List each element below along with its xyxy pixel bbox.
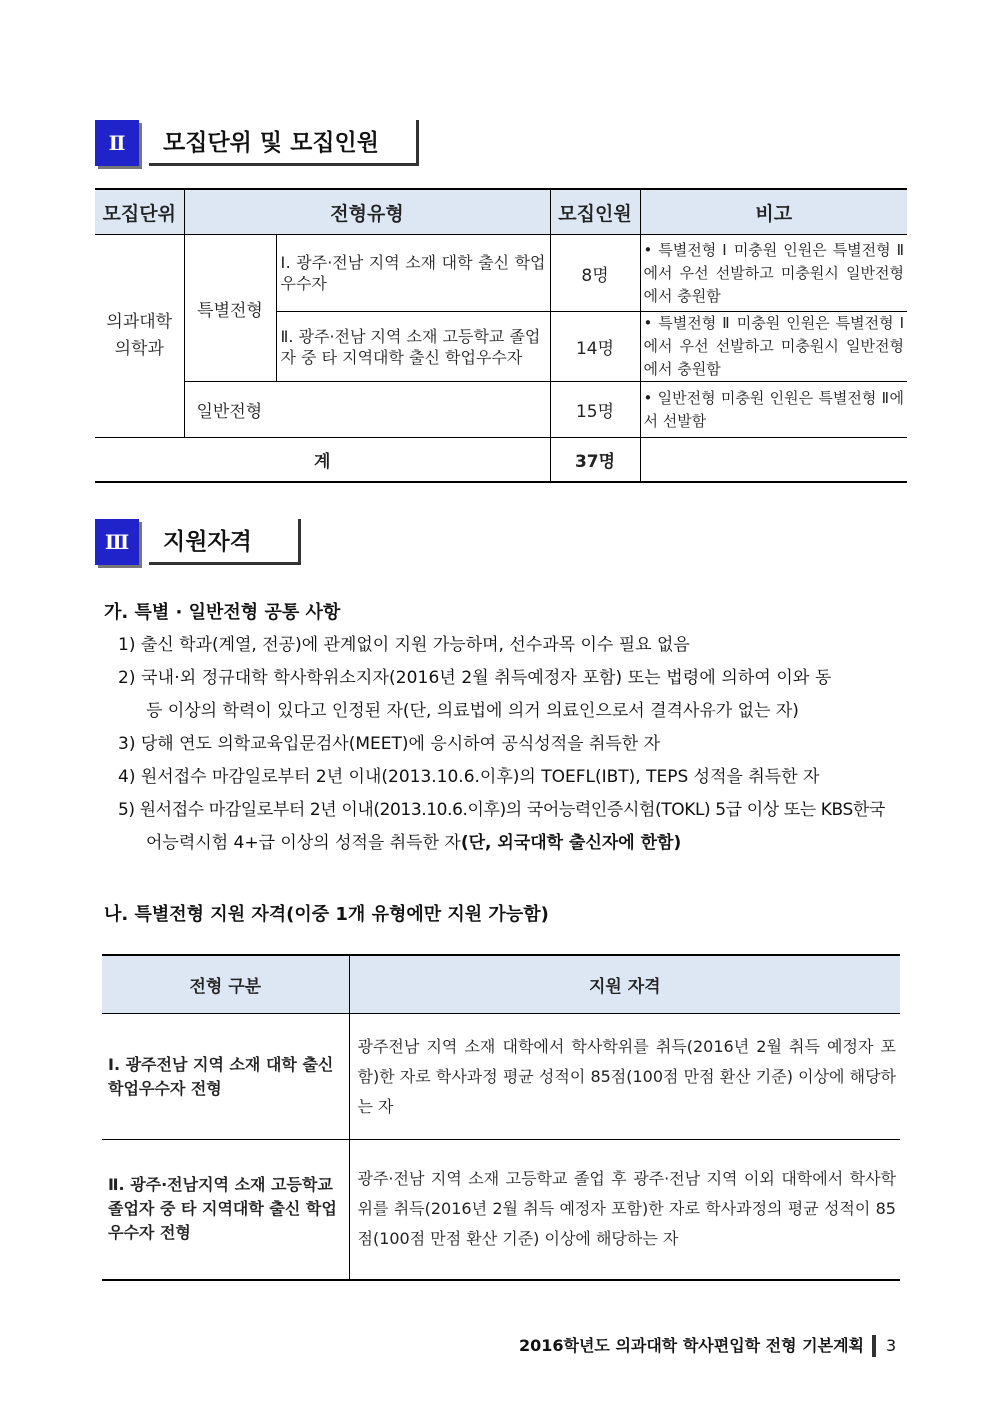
section-3-title: 지원자격 <box>149 519 301 565</box>
special1-type: Ⅰ. 광주·전남 지역 소재 대학 출신 학업우수자 <box>276 235 550 312</box>
remark-2: • 특별전형 Ⅱ 미충원 인원은 특별전형 Ⅰ에서 우선 선발하고 미충원시 일반전형에서 충원함 <box>640 312 907 382</box>
common-item-3: 3) 당해 연도 의학교육입문검사(MEET)에 응시하여 공식성적을 취득한 자 <box>118 734 661 754</box>
common-item-5-note: (단, 외국대학 출신자에 한함) <box>460 833 682 853</box>
special-label: 특별전형 <box>184 235 276 382</box>
special-type-2: Ⅱ. 광주·전남지역 소재 고등학교 졸업자 중 타 지역대학 출신 학업 우수자 전형 <box>102 1140 349 1280</box>
common-item-4: 4) 원서접수 마감일로부터 2년 이내(2013.10.6.이후)의 TOEFL(IBT), TEPS 성적을 취득한 자 <box>118 767 820 787</box>
table-header-row <box>102 955 900 1014</box>
header-unit: 모집단위 <box>95 189 184 235</box>
common-item-5: 5) 원서접수 마감일로부터 2년 이내(2013.10.6.이후)의 국어능력인증시험(TOKL) 5급 이상 또는 KBS한국 <box>118 800 885 820</box>
remark-1: • 특별전형 Ⅰ 미충원 인원은 특별전형 Ⅱ에서 우선 선발하고 미충원시 일반전형에서 충원함 <box>640 235 907 312</box>
section-2-number: Ⅱ <box>95 120 139 166</box>
special-type-1: Ⅰ. 광주전남 지역 소재 대학 출신 학업우수자 전형 <box>102 1014 349 1140</box>
common-item-2-cont: 등 이상의 학력이 있다고 인정된 자(단, 의료법에 의거 의료인으로서 결격사유가 없는 자) <box>146 701 799 721</box>
section-2-title: 모집단위 및 모집인원 <box>149 120 419 166</box>
recruit-unit: 의과대학 의학과 <box>95 235 184 438</box>
section-3-number: Ⅲ <box>95 519 139 565</box>
total-label: 계 <box>95 438 550 482</box>
total-remark-empty <box>640 438 907 482</box>
recruitment-table <box>95 188 907 483</box>
table-row <box>102 1140 900 1280</box>
page-number: 3 <box>886 1336 897 1355</box>
footer-title: 2016학년도 의과대학 학사편입학 전형 기본계획 <box>519 1335 876 1357</box>
header-count: 모집인원 <box>550 189 640 235</box>
table-row <box>102 1014 900 1140</box>
common-item-1: 1) 출신 학과(계열, 전공)에 관계없이 지원 가능하며, 선수과목 이수 필요 없음 <box>118 635 690 655</box>
special-requirements-table <box>102 954 900 1281</box>
special2-count: 14명 <box>550 312 640 382</box>
general-count: 15명 <box>550 382 640 438</box>
special1-count: 8명 <box>550 235 640 312</box>
special-desc-2: 광주·전남 지역 소재 고등학교 졸업 후 광주·전남 지역 이외 대학에서 학사학위를 취득(2016년 2월 취득 예정자 포함)한 자로 학사과정의 평균 성적이 85점(100점 만점 환산 기준) 이상에 해당하는 자 <box>349 1140 900 1280</box>
table-row <box>95 235 907 312</box>
common-heading: 가. 특별 · 일반전형 공통 사항 <box>104 602 341 623</box>
header-type-category: 전형 구분 <box>102 955 349 1014</box>
table-header-row <box>95 189 907 235</box>
header-qualification: 지원 자격 <box>349 955 900 1014</box>
special2-type: Ⅱ. 광주·전남 지역 소재 고등학교 졸업자 중 타 지역대학 출신 학업우수자 <box>276 312 550 382</box>
common-item-5-cont <box>146 832 681 854</box>
common-item-2: 2) 국내·외 정규대학 학사학위소지자(2016년 2월 취득예정자 포함) 또는 법령에 의하여 이와 동 <box>118 668 832 688</box>
common-item-5-cont-text: 어능력시험 4+급 이상의 성적을 취득한 자 <box>146 833 461 853</box>
header-type: 전형유형 <box>184 189 550 235</box>
special-heading: 나. 특별전형 지원 자격(이중 1개 유형에만 지원 가능함) <box>104 904 549 925</box>
general-label: 일반전형 <box>184 382 550 438</box>
table-row <box>95 382 907 438</box>
remark-3: • 일반전형 미충원 인원은 특별전형 Ⅱ에서 선발함 <box>640 382 907 438</box>
total-row <box>95 438 907 482</box>
special-desc-1: 광주전남 지역 소재 대학에서 학사학위를 취득(2016년 2월 취득 예정자 포함)한 자로 학사과정 평균 성적이 85점(100점 만점 환산 기준) 이상에 해당하는 자 <box>349 1014 900 1140</box>
header-remarks: 비고 <box>640 189 907 235</box>
total-count: 37명 <box>550 438 640 482</box>
